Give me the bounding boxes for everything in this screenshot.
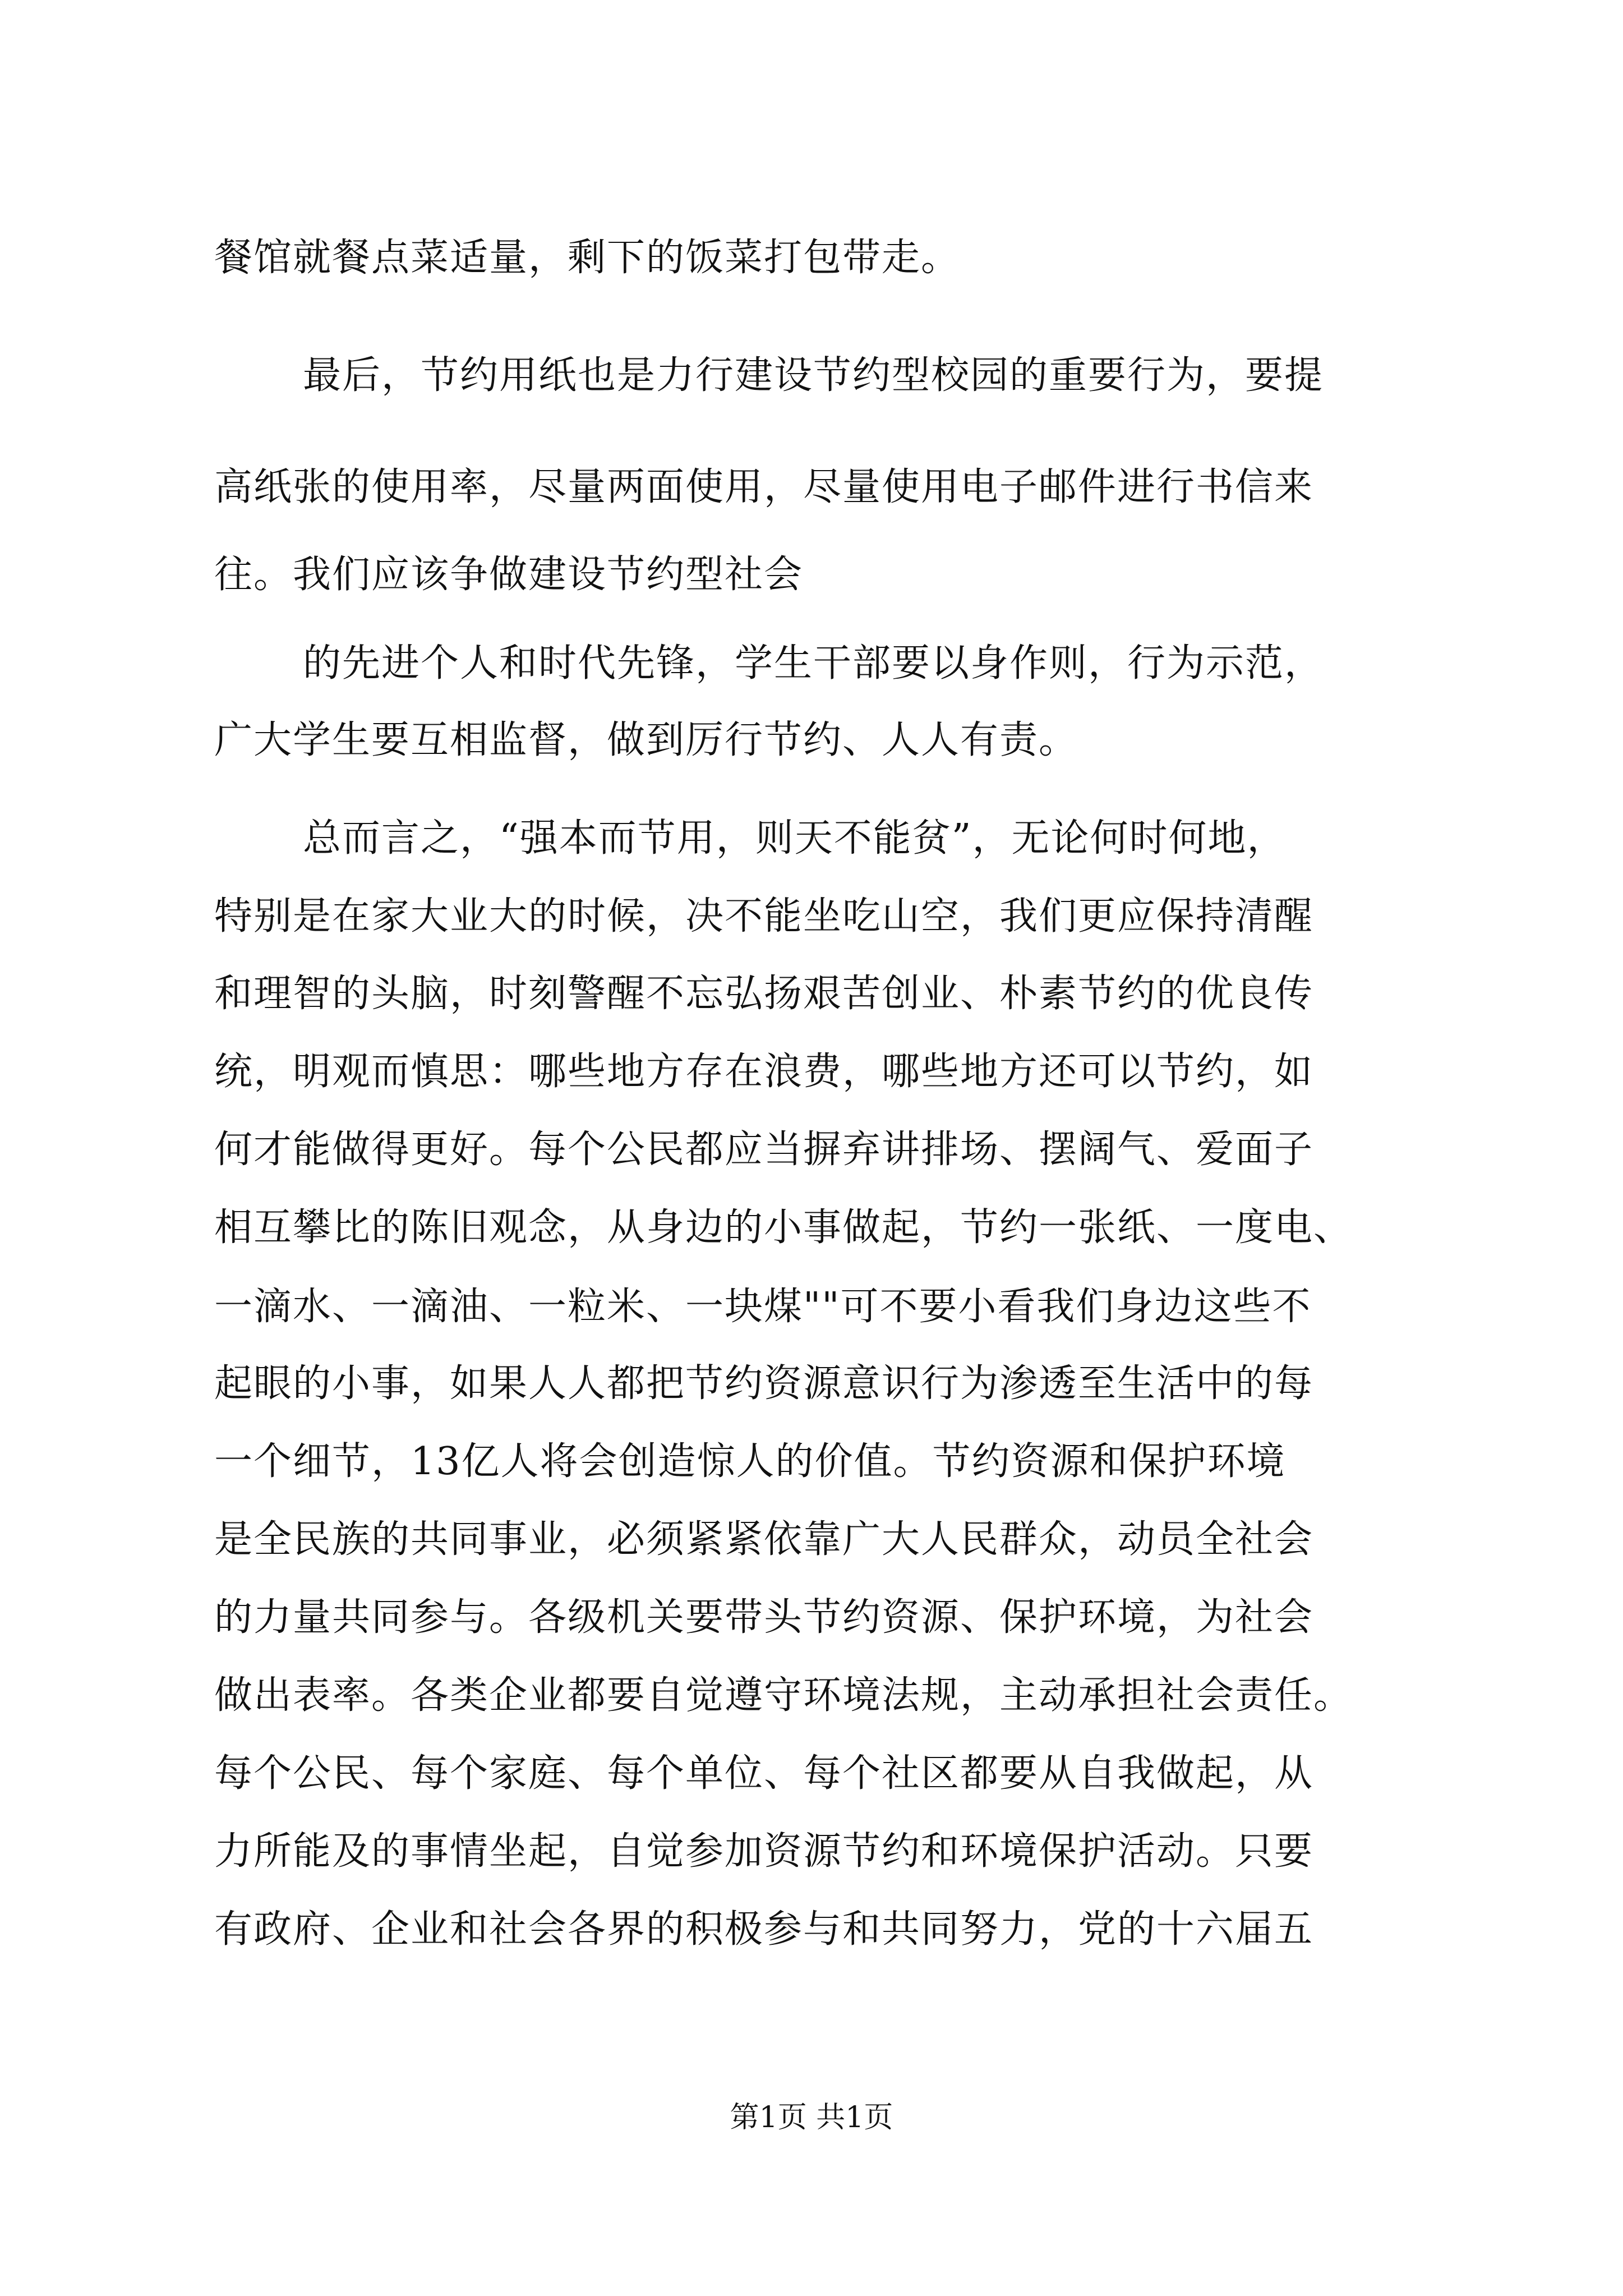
text-line-18: 做出表率。各类企业都要自觉遵守环境法规，主动承担社会责任。 — [214, 1673, 1353, 1718]
text-line-21: 有政府、企业和社会各界的积极参与和共同努力，党的十六届五 — [214, 1907, 1314, 1952]
text-line-11: 何才能做得更好。每个公民都应当摒弃讲排场、摆阔气、爱面子 — [214, 1128, 1314, 1172]
text-line-15: 一个细节，13亿人将会创造惊人的价值。节约资源和保护环境 — [214, 1439, 1286, 1484]
text-line-2: 最后，节约用纸也是力行建设节约型校园的重要行为，要提 — [303, 353, 1324, 398]
text-line-6: 广大学生要互相监督，做到厉行节约、人人有责。 — [214, 718, 1078, 762]
text-line-17: 的力量共同参与。各级机关要带头节约资源、保护环境，为社会 — [214, 1595, 1314, 1640]
text-line-10: 统，明观而慎思：哪些地方存在浪费，哪些地方还可以节约，如 — [214, 1050, 1314, 1094]
text-line-19: 每个公民、每个家庭、每个单位、每个社区都要从自我做起，从 — [214, 1751, 1314, 1796]
text-line-3: 高纸张的使用率，尽量两面使用，尽量使用电子邮件进行书信来 — [214, 465, 1314, 509]
text-line-13: 一滴水、一滴油、一粒米、一块煤""可不要小看我们身边这些不 — [214, 1285, 1312, 1329]
text-line-20: 力所能及的事情坐起，自觉参加资源节约和环境保护活动。只要 — [214, 1829, 1314, 1874]
text-line-5: 的先进个人和时代先锋，学生干部要以身作则，行为示范， — [303, 641, 1324, 685]
text-line-1: 餐馆就餐点菜适量，剩下的饭菜打包带走。 — [214, 236, 961, 280]
page-footer: 第1页 共1页 — [730, 2101, 893, 2134]
text-line-16: 是全民族的共同事业，必须紧紧依靠广大人民群众，动员全社会 — [214, 1517, 1314, 1562]
text-line-14: 起眼的小事，如果人人都把节约资源意识行为渗透至生活中的每 — [214, 1361, 1314, 1406]
text-line-9: 和理智的头脑，时刻警醒不忘弘扬艰苦创业、朴素节约的优良传 — [214, 972, 1314, 1016]
text-line-8: 特别是在家大业大的时候，决不能坐吃山空，我们更应保持清醒 — [214, 894, 1314, 938]
text-line-7: 总而言之，“强本而节用，则天不能贫”，无论何时何地， — [303, 816, 1287, 861]
text-line-4: 往。我们应该争做建设节约型社会 — [214, 553, 804, 597]
text-line-12: 相互攀比的陈旧观念，从身边的小事做起，节约一张纸、一度电、 — [214, 1205, 1353, 1250]
